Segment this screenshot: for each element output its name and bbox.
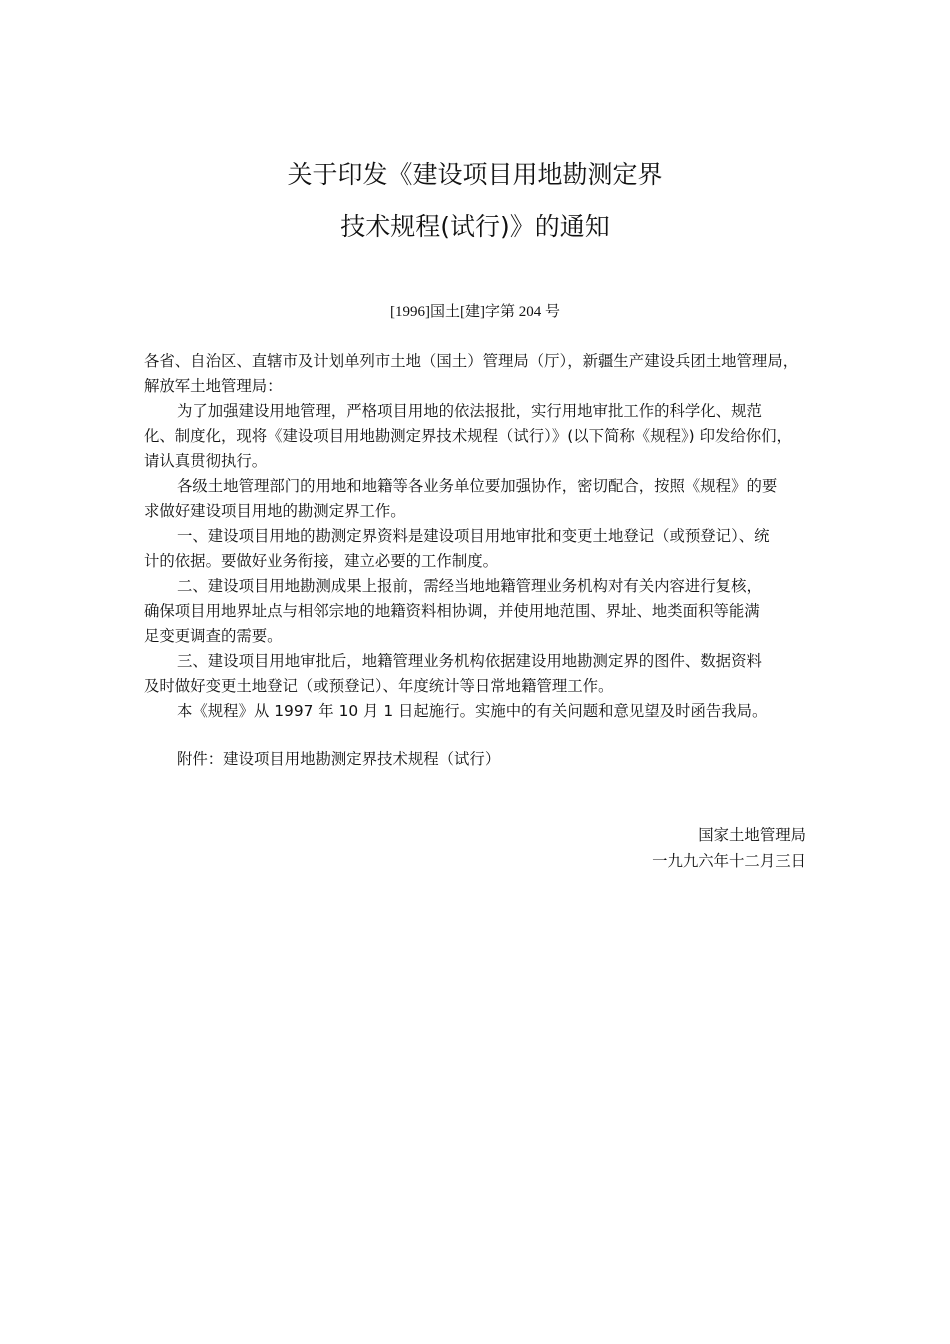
document-number: [1996]国土[建]字第 204 号 [390, 304, 560, 320]
paragraph-line: 三、建设项目用地审批后，地籍管理业务机构依据建设用地勘测定界的图件、数据资料 [177, 652, 762, 670]
document-body [144, 349, 811, 724]
document-title-line1: 关于印发《建设项目用地勘测定界 [287, 160, 663, 189]
attachment-line: 附件：建设项目用地勘测定界技术规程（试行） [177, 750, 501, 768]
paragraph-line: 请认真贯彻执行。 [144, 452, 268, 470]
signature-block [652, 822, 806, 874]
paragraph-line: 足变更调查的需要。 [144, 627, 283, 645]
paragraph-line: 确保项目用地界址点与相邻宗地的地籍资料相协调，并使用地范围、界址、地类面积等能满 [144, 602, 760, 620]
paragraph-line: 为了加强建设用地管理，严格项目用地的依法报批，实行用地审批工作的科学化、规范 [177, 402, 762, 420]
issuer-name: 国家土地管理局 [698, 826, 806, 844]
paragraph-line: 一、建设项目用地的勘测定界资料是建设项目用地审批和变更土地登记（或预登记）、统 [177, 527, 770, 545]
paragraph-line: 计的依据。要做好业务衔接，建立必要的工作制度。 [144, 552, 498, 570]
paragraph-line: 各级土地管理部门的用地和地籍等各业务单位要加强协作，密切配合，按照《规程》的要 [177, 477, 778, 495]
paragraph-line: 化、制度化，现将《建设项目用地勘测定界技术规程（试行）》(以下简称《规程》) 印发给你们， [144, 427, 792, 445]
paragraph-line: 本《规程》从 1997 年 10 月 1 日起施行。实施中的有关问题和意见望及时函告我局。 [177, 702, 768, 720]
issue-date: 一九九六年十二月三日 [652, 852, 806, 870]
addressee-line: 解放军土地管理局： [144, 377, 283, 395]
document-title-line2: 技术规程(试行)》的通知 [340, 212, 610, 241]
paragraph-line: 二、建设项目用地勘测成果上报前，需经当地地籍管理业务机构对有关内容进行复核， [177, 577, 762, 595]
paragraph-line: 求做好建设项目用地的勘测定界工作。 [144, 502, 406, 520]
addressee-line: 各省、自治区、直辖市及计划单列市土地（国土）管理局（厅），新疆生产建设兵团土地管理局， [144, 352, 799, 370]
paragraph-line: 及时做好变更土地登记（或预登记）、年度统计等日常地籍管理工作。 [144, 677, 614, 695]
